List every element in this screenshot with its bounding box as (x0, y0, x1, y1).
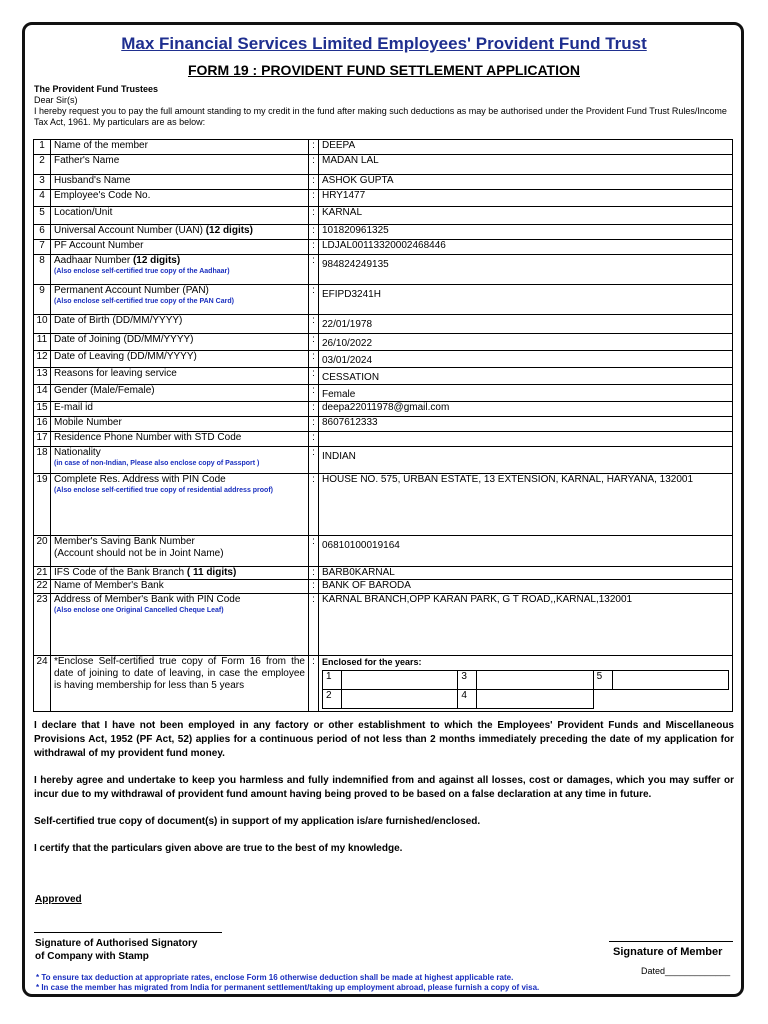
row-number: 2 (34, 155, 51, 175)
field-row (34, 385, 733, 402)
field-row (34, 190, 733, 207)
address-value[interactable]: HOUSE NO. 575, URBAN ESTATE, 13 EXTENSION, KARNAL, HARYANA, 132001 (319, 474, 733, 536)
row-number: 5 (34, 207, 51, 225)
phone-value[interactable] (319, 432, 733, 447)
field-label: Name of Member's Bank (51, 580, 309, 594)
declaration-certify: I certify that the particulars given above are true to the best of my knowledge. (34, 843, 403, 854)
uan-value[interactable]: 101820961325 (319, 225, 733, 240)
employee-code-value[interactable]: HRY1477 (319, 190, 733, 207)
field-label: Date of Leaving (DD/MM/YYYY) (51, 351, 309, 368)
form-title: FORM 19 : PROVIDENT FUND SETTLEMENT APPLICATION (187, 62, 580, 78)
colon: : (309, 190, 319, 207)
row-number: 14 (34, 385, 51, 402)
colon: : (309, 255, 319, 285)
declaration-indemnity: I hereby agree and undertake to keep you harmless and fully indemnified from and against all losses, cost or damages, which you may suffer or incur due to my withdrawal of provident fund amount having being proved to be based on a false declaration at any time in future. (34, 775, 734, 800)
label-text: Member's Saving Bank Number (54, 536, 195, 547)
enclosure-note: (Also enclose self-certified true copy of residential address proof) (54, 487, 273, 494)
colon: : (309, 175, 319, 190)
label-text: Permanent Account Number (PAN) (54, 285, 209, 296)
field-label (51, 225, 309, 240)
declaration-documents: Self-certified true copy of document(s) in support of my application is/are furnished/enclosed. (34, 816, 481, 827)
field-label: Reasons for leaving service (51, 368, 309, 385)
field-row (34, 175, 733, 190)
field-row (34, 351, 733, 368)
year-input[interactable] (477, 671, 593, 690)
gender-value[interactable]: Female (319, 385, 733, 402)
colon: : (309, 351, 319, 368)
label-text: Nationality (54, 447, 101, 458)
field-label: E-mail id (51, 402, 309, 417)
email-value[interactable]: deepa22011978@gmail.com (319, 402, 733, 417)
colon: : (309, 240, 319, 255)
row-number: 22 (34, 580, 51, 594)
enclosure-note: (in case of non-Indian, Please also enclose copy of Passport ) (54, 460, 260, 467)
colon: : (309, 656, 319, 712)
field-row (34, 417, 733, 432)
field-row (34, 207, 733, 225)
dol-value[interactable]: 03/01/2024 (319, 351, 733, 368)
colon: : (309, 567, 319, 580)
colon: : (309, 536, 319, 567)
salutation: Dear Sir(s) (34, 95, 78, 105)
authorised-signatory (35, 937, 197, 963)
trust-title: Max Financial Services Limited Employees' Provident Fund Trust (121, 34, 647, 53)
field-label: *Enclose Self-certified true copy of Form 16 from the date of joining to date of leaving, in case the employee is having membership for less than 5 years (51, 656, 309, 712)
colon: : (309, 285, 319, 315)
father-name-value[interactable]: MADAN LAL (319, 155, 733, 175)
enclosure-note: (Also enclose self-certified true copy of the PAN Card) (54, 298, 234, 305)
field-label: Name of the member (51, 140, 309, 155)
bank-name-value[interactable]: BANK OF BARODA (319, 580, 733, 594)
field-label: Residence Phone Number with STD Code (51, 432, 309, 447)
colon: : (309, 368, 319, 385)
enclosure-note: (Also enclose self-certified true copy of the Aadhaar) (54, 268, 230, 275)
member-signature-line (609, 941, 733, 942)
row-number: 4 (34, 190, 51, 207)
colon: : (309, 334, 319, 351)
colon: : (309, 594, 319, 656)
request-text: I hereby request you to pay the full amount standing to my credit in the fund after making such deductions as may be authorised under the Provident Fund Trust Rules/Income Tax Act, 1961. My particulars are as below: (34, 106, 727, 127)
row-number: 17 (34, 432, 51, 447)
label-text: Universal Account Number (UAN) (54, 225, 206, 236)
mobile-value[interactable]: 8607612333 (319, 417, 733, 432)
colon: : (309, 225, 319, 240)
year-input[interactable] (342, 671, 458, 690)
footnotes (36, 973, 539, 993)
field-label: Location/Unit (51, 207, 309, 225)
field-label (51, 567, 309, 580)
label-emphasis: ( 11 digits) (186, 567, 237, 578)
row-number: 1 (34, 140, 51, 155)
field-row (34, 447, 733, 474)
colon: : (309, 155, 319, 175)
year-label: 4 (458, 690, 477, 709)
footnote-visa: * In case the member has migrated from India for permanent settlement/taking up employment abroad, please furnish a copy of visa. (36, 983, 540, 992)
field-row (34, 594, 733, 656)
field-row (34, 240, 733, 255)
row-number: 15 (34, 402, 51, 417)
field-label: Husband's Name (51, 175, 309, 190)
declaration-block (34, 719, 734, 869)
year-input[interactable] (342, 690, 458, 709)
row-number: 12 (34, 351, 51, 368)
field-label (51, 285, 309, 315)
colon: : (309, 385, 319, 402)
field-label: Gender (Male/Female) (51, 385, 309, 402)
field-label (51, 536, 309, 567)
label-text: IFS Code of the Bank Branch (54, 567, 187, 578)
label-text: Address of Member's Bank with PIN Code (54, 594, 241, 605)
particulars-table (33, 139, 733, 712)
colon: : (309, 140, 319, 155)
field-row (34, 225, 733, 240)
row-number: 21 (34, 567, 51, 580)
empty-cell (612, 690, 728, 709)
leaving-reason-value[interactable]: CESSATION (319, 368, 733, 385)
row-number: 6 (34, 225, 51, 240)
approved-label: Approved (35, 894, 82, 905)
label-text: Complete Res. Address with PIN Code (54, 474, 226, 485)
field-label: Father's Name (51, 155, 309, 175)
member-signature-label: Signature of Member (613, 946, 723, 958)
field-row (34, 368, 733, 385)
field-label: Employee's Code No. (51, 190, 309, 207)
doj-value[interactable]: 26/10/2022 (319, 334, 733, 351)
colon: : (309, 447, 319, 474)
row-number: 19 (34, 474, 51, 536)
dated-field[interactable]: Dated_____________ (641, 966, 731, 976)
field-row (34, 474, 733, 536)
colon: : (309, 315, 319, 334)
field-label (51, 255, 309, 285)
label-text-2: (Account should not be in Joint Name) (54, 548, 224, 559)
row-number: 23 (34, 594, 51, 656)
intro-block (34, 84, 734, 128)
location-value[interactable]: KARNAL (319, 207, 733, 225)
addressee: The Provident Fund Trustees (34, 84, 159, 94)
field-label: Date of Birth (DD/MM/YYYY) (51, 315, 309, 334)
year-label: 3 (458, 671, 477, 690)
year-label: 1 (323, 671, 342, 690)
field-label: Mobile Number (51, 417, 309, 432)
bank-address-value[interactable]: KARNAL BRANCH,OPP KARAN PARK, G T ROAD,,KARNAL,132001 (319, 594, 733, 656)
declaration-employment: I declare that I have not been employed in any factory or other establishment to which the Employees' Provident Funds and Miscellaneous Provisions Act, 1952 (PF Act, 52) applies for a continuous period of not less than 2 months immediately preceding the date of my application for withdrawal of my provident fund money. (34, 720, 734, 759)
field-row (34, 580, 733, 594)
footnote-tax: * To ensure tax deduction at appropriate rates, enclose Form 16 otherwise deduction shall be made at highest applicable rate. (36, 973, 514, 982)
row-number: 7 (34, 240, 51, 255)
field-row (34, 536, 733, 567)
row-number: 20 (34, 536, 51, 567)
field-label: Date of Joining (DD/MM/YYYY) (51, 334, 309, 351)
field-label (51, 447, 309, 474)
enclosure-note: (Also enclose one Original Cancelled Cheque Leaf) (54, 607, 224, 614)
label-emphasis: (12 digits) (205, 225, 253, 236)
field-row (34, 140, 733, 155)
field-label (51, 594, 309, 656)
field-label: PF Account Number (51, 240, 309, 255)
husband-name-value[interactable]: ASHOK GUPTA (319, 175, 733, 190)
pf-account-value[interactable]: LDJAL00113320002468446 (319, 240, 733, 255)
field-row (34, 155, 733, 175)
row-number: 18 (34, 447, 51, 474)
row-number: 8 (34, 255, 51, 285)
enclosed-years-title: Enclosed for the years: (322, 657, 422, 667)
row-number: 24 (34, 656, 51, 712)
label-emphasis: (12 digits) (132, 255, 181, 266)
field-label (51, 474, 309, 536)
year-input[interactable] (477, 690, 593, 709)
colon: : (309, 432, 319, 447)
member-name-value[interactable]: DEEPA (319, 140, 733, 155)
empty-cell (593, 690, 612, 709)
nationality-value[interactable]: INDIAN (319, 447, 733, 474)
authorised-signature-line (34, 932, 222, 933)
row-number: 16 (34, 417, 51, 432)
row-number: 10 (34, 315, 51, 334)
row-number: 9 (34, 285, 51, 315)
row-number: 11 (34, 334, 51, 351)
field-row (34, 432, 733, 447)
pan-value[interactable]: EFIPD3241H (319, 285, 733, 315)
field-row (34, 255, 733, 285)
colon: : (309, 580, 319, 594)
field-row (34, 567, 733, 580)
field-row (34, 285, 733, 315)
field-row (34, 334, 733, 351)
colon: : (309, 474, 319, 536)
auth-sig-line-2: of Company with Stamp (35, 951, 149, 962)
ifsc-value[interactable]: BARB0KARNAL (319, 567, 733, 580)
colon: : (309, 417, 319, 432)
aadhaar-value[interactable]: 984824249135 (319, 255, 733, 285)
enclosed-years-grid (322, 670, 729, 709)
field-row (34, 656, 733, 712)
dob-value[interactable]: 22/01/1978 (319, 315, 733, 334)
colon: : (309, 207, 319, 225)
auth-sig-line-1: Signature of Authorised Signatory (35, 938, 198, 949)
year-label: 2 (323, 690, 342, 709)
field-row (34, 402, 733, 417)
form16-enclosure-cell (319, 656, 733, 712)
row-number: 13 (34, 368, 51, 385)
label-text: Aadhaar Number (54, 255, 133, 266)
year-input[interactable] (612, 671, 728, 690)
field-row (34, 315, 733, 334)
bank-account-value[interactable]: 06810100019164 (319, 536, 733, 567)
row-number: 3 (34, 175, 51, 190)
year-label: 5 (593, 671, 612, 690)
colon: : (309, 402, 319, 417)
